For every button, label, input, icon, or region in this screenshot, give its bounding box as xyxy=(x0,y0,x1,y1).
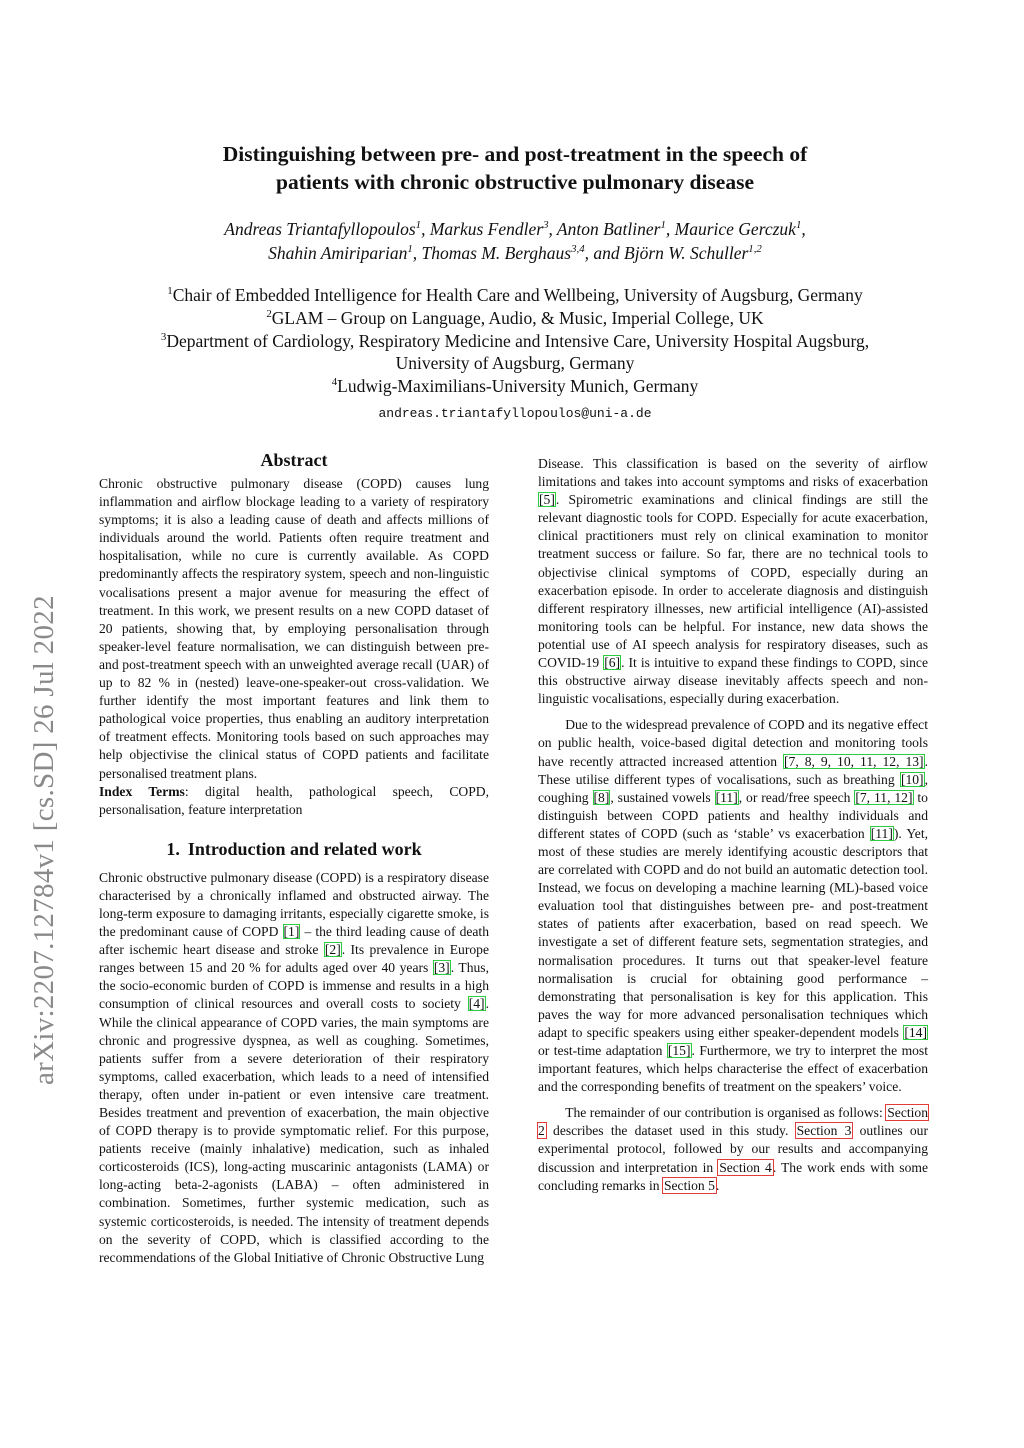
author-name: Shahin Amiriparian xyxy=(268,243,408,263)
affiliation-list xyxy=(90,284,940,426)
abstract-text: Chronic obstructive pulmonary disease (COPD) causes lung inflammation and airflow blockage leading to a variety of respiratory symptoms; it is also a leading cause of death and affects millions of individuals around the world. Patients often require treatment and hospitalisation, while no cure is currently available. As COPD predominantly affects the respiratory system, speech and non-linguistic vocalisations present a major avenue for measuring the effect of treatment. In this work, we present results on a new COPD dataset of 20 patients, showing that, by employing personalisation through speaker-level feature normalisation, we can distinguish between pre- and post-treatment speech with an unweighted average recall (UAR) of up to 82 % in (nested) leave-one-speaker-out cross-validation. We further identify the most important features and link them to pathological voice properties, thus enabling an auditory interpretation of treatment effects. Monitoring tools based on such approaches may help objectivise the clinical status of COPD patients and facilitate personalised treatment plans. xyxy=(99,476,489,781)
index-terms-text: : digital health, pathological speech, COPD, personalisation, feature interpretation xyxy=(99,783,489,817)
title-line: Distinguishing between pre- and post-treatment in the speech of xyxy=(222,142,808,166)
citation-link[interactable]: [15] xyxy=(667,1043,691,1058)
citation-link[interactable]: [6] xyxy=(604,655,621,671)
citation-link[interactable]: [11] xyxy=(715,789,738,805)
citation-link[interactable]: [8] xyxy=(593,789,610,805)
arxiv-identifier: arXiv:2207.12784v1 [cs.SD] 26 Jul 2022 xyxy=(28,595,60,1085)
section-link[interactable]: Section 3 xyxy=(796,1123,852,1139)
paragraph: Due to the widespread prevalence of COPD and its negative effect on public health, voice-based digital detection and monitoring tools have recently attracted increased attention [7, 8, 9, 10, 11, 12, 13]. These utilise different types of vocalisations, such as breathing [10], coughing [8], sustained vowels [11], or read/free speech [7, 11, 12] to distinguish between COPD patients and healthy individuals and different states of COPD (such as ‘stable’ vs exacerbation [11]). Yet, most of these studies are merely identifying acoustic descriptors that are correlated with COPD and do not build an automatic detection tool. Instead, we focus on developing a machine learning (ML)-based voice evaluation tool that distinguishes between pre- and post-treatment states of patients after exacerbation, based on read speech. We investigate a set of different feature sets, segmentation strategies, and normalisation procedures. It turns out that speaker-level feature normalisation is crucial for obtaining good performance – demonstrating that personalisation is key for this application. This paves the way for more advanced personalisation techniques which adapt to specific speakers using either speaker-dependent models [14] or test-time adaptation [15]. Furthermore, we try to interpret the most important features, which helps characterise the effect of exacerbation and the corresponding benefits of treatment on the speakers’ voice. xyxy=(538,717,929,1095)
citation-link[interactable]: [7, 11, 12] xyxy=(855,789,913,805)
author-name: Andreas Triantafyllopoulos xyxy=(224,219,416,239)
paragraph: Chronic obstructive pulmonary disease (COPD) is a respiratory disease characterised by a chronically inflamed and obstructed airway. The long-term exposure to damaging irritants, especially cigarette smoke, is the predominant cause of COPD [1] – the third leading cause of death after ischemic heart disease and stroke [2]. Its prevalence in Europe ranges between 15 and 20 % for adults aged over 40 years [3]. Thus, the socio-economic burden of COPD is immense and results in a high consumption of clinical resources and overall costs to society [4]. While the clinical appearance of COPD varies, the main symptoms are chronic and progressive dyspnea, as well as coughing. Sometimes, patients suffer from a severe deterioration of their respiratory symptoms, called exacerbation, which leads to a need of intensified therapy, often under in-patient or even intensive care treatment. Besides treatment and prevention of exacerbation, the main objective of COPD therapy is to provide symptomatic relief. For this purpose, patients receive (mainly inhalative) medication, such as inhaled corticosteroids (ICS), long-acting muscarinic antagonists (LAMA) or long-acting beta-2-agonists (LABA) – often administered in combination. Sometimes, further systemic medication, such as systemic corticosteroids, is needed. The intensity of treatment depends on the severity of COPD, which is classified according to the recommendations of the Global Initiative of Chronic Obstructive Lung xyxy=(99,869,490,1265)
author-affiliation-mark: 3 xyxy=(543,219,549,232)
paper-title xyxy=(100,140,930,196)
author-line: Andreas Triantafyllopoulos$^1$, Markus Fendler$^3$, Anton Batliner$^1$, Maurice Gerczuk$^1$, xyxy=(224,219,806,239)
author-affiliation-mark: 1 xyxy=(795,219,802,232)
section-number: 1. xyxy=(166,838,180,859)
author-name: and Björn W. Schuller xyxy=(593,243,749,263)
author-affiliation-mark: 3,4 xyxy=(571,243,585,256)
citation-link[interactable]: [3] xyxy=(433,960,450,976)
left-column xyxy=(99,448,489,1267)
title-line: patients with chronic obstructive pulmonary disease xyxy=(276,170,754,194)
citation-link[interactable]: [2] xyxy=(324,942,341,958)
section-link[interactable]: Section 2 xyxy=(538,1105,928,1139)
paragraph-continued: Disease. This classification is based on the severity of airflow limitations and takes into account symptoms and risks of exacerbation [5]. Spirometric examinations and clinical findings are still the relevant diagnostic tools for COPD. Especially for acute exacerbation, clinical practitioners must rely on clinical examination to monitor treatment success or failure. So far, there are no technical tools to objectivise clinical symptoms of COPD, especially during an exacerbation episode. In order to accelerate diagnosis and distinguish different respiratory illnesses, new artificial intelligence (AI)-assisted monitoring tools can be helpful. For instance, new data shows the potential use of AI speech analysis for respiratory diseases, such as COVID-19 [6]. It is intuitive to expand these findings to COPD, since this obstructive airway disease inevitably affects speech and non-linguistic vocalisations, especially during exacerbation. xyxy=(538,456,928,707)
right-column-flow xyxy=(538,455,928,1195)
author-affiliation-mark: 1 xyxy=(660,219,666,232)
citation-link[interactable]: [10] xyxy=(900,771,924,787)
section-heading xyxy=(99,837,489,861)
affiliation: $^4$Ludwig-Maximilians-University Munich, Germany xyxy=(331,376,699,397)
paragraph: The remainder of our contribution is organised as follows: Section 2 describes the dataset used in this study. Section 3 outlines our experimental protocol, followed by our results and accompanying discussion and interpretation in Section 4. The work ends with some concluding remarks in Section 5. xyxy=(538,1105,928,1193)
author-name: Markus Fendler xyxy=(429,219,544,239)
citation-link[interactable]: [4] xyxy=(468,996,485,1012)
author-list xyxy=(100,217,930,265)
author-affiliation-mark: 1,2 xyxy=(748,243,762,256)
section-link[interactable]: Section 5 xyxy=(663,1177,715,1193)
contact-email[interactable]: andreas.triantafyllopoulos@uni-a.de xyxy=(378,405,652,421)
affiliation: $^1$Chair of Embedded Intelligence for Health Care and Wellbeing, University of Augsburg, Germany xyxy=(167,285,863,305)
abstract-heading: Abstract xyxy=(260,450,328,470)
citation-link[interactable]: [5] xyxy=(539,492,555,508)
author-name: Anton Batliner xyxy=(556,219,661,239)
affiliation: $^3$Department of Cardiology, Respiratory Medicine and Intensive Care, University Hospital Augsburg, University of Augsburg, Germany xyxy=(160,330,870,374)
section-link[interactable]: Section 4 xyxy=(719,1159,772,1175)
author-affiliation-mark: 1 xyxy=(415,219,422,232)
author-name: Thomas M. Berghaus xyxy=(421,243,572,263)
section-title: Introduction and related work xyxy=(187,838,422,859)
author-line: Shahin Amiriparian$^1$, Thomas M. Berghaus$^{3,4}$, and Björn W. Schuller$^{1,2}$ xyxy=(268,243,762,263)
author-name: Maurice Gerczuk xyxy=(674,219,796,239)
index-terms xyxy=(99,783,489,819)
citation-link[interactable]: [1] xyxy=(283,924,300,940)
citation-link[interactable]: [11] xyxy=(870,825,893,841)
index-terms-label: Index Terms xyxy=(99,783,185,799)
affiliation: $^2$GLAM – Group on Language, Audio, & Music, Imperial College, UK xyxy=(266,307,764,328)
citation-link[interactable]: [14] xyxy=(904,1024,927,1040)
author-affiliation-mark: 1 xyxy=(407,243,413,256)
citation-link[interactable]: [7, 8, 9, 10, 11, 12, 13] xyxy=(784,753,924,769)
